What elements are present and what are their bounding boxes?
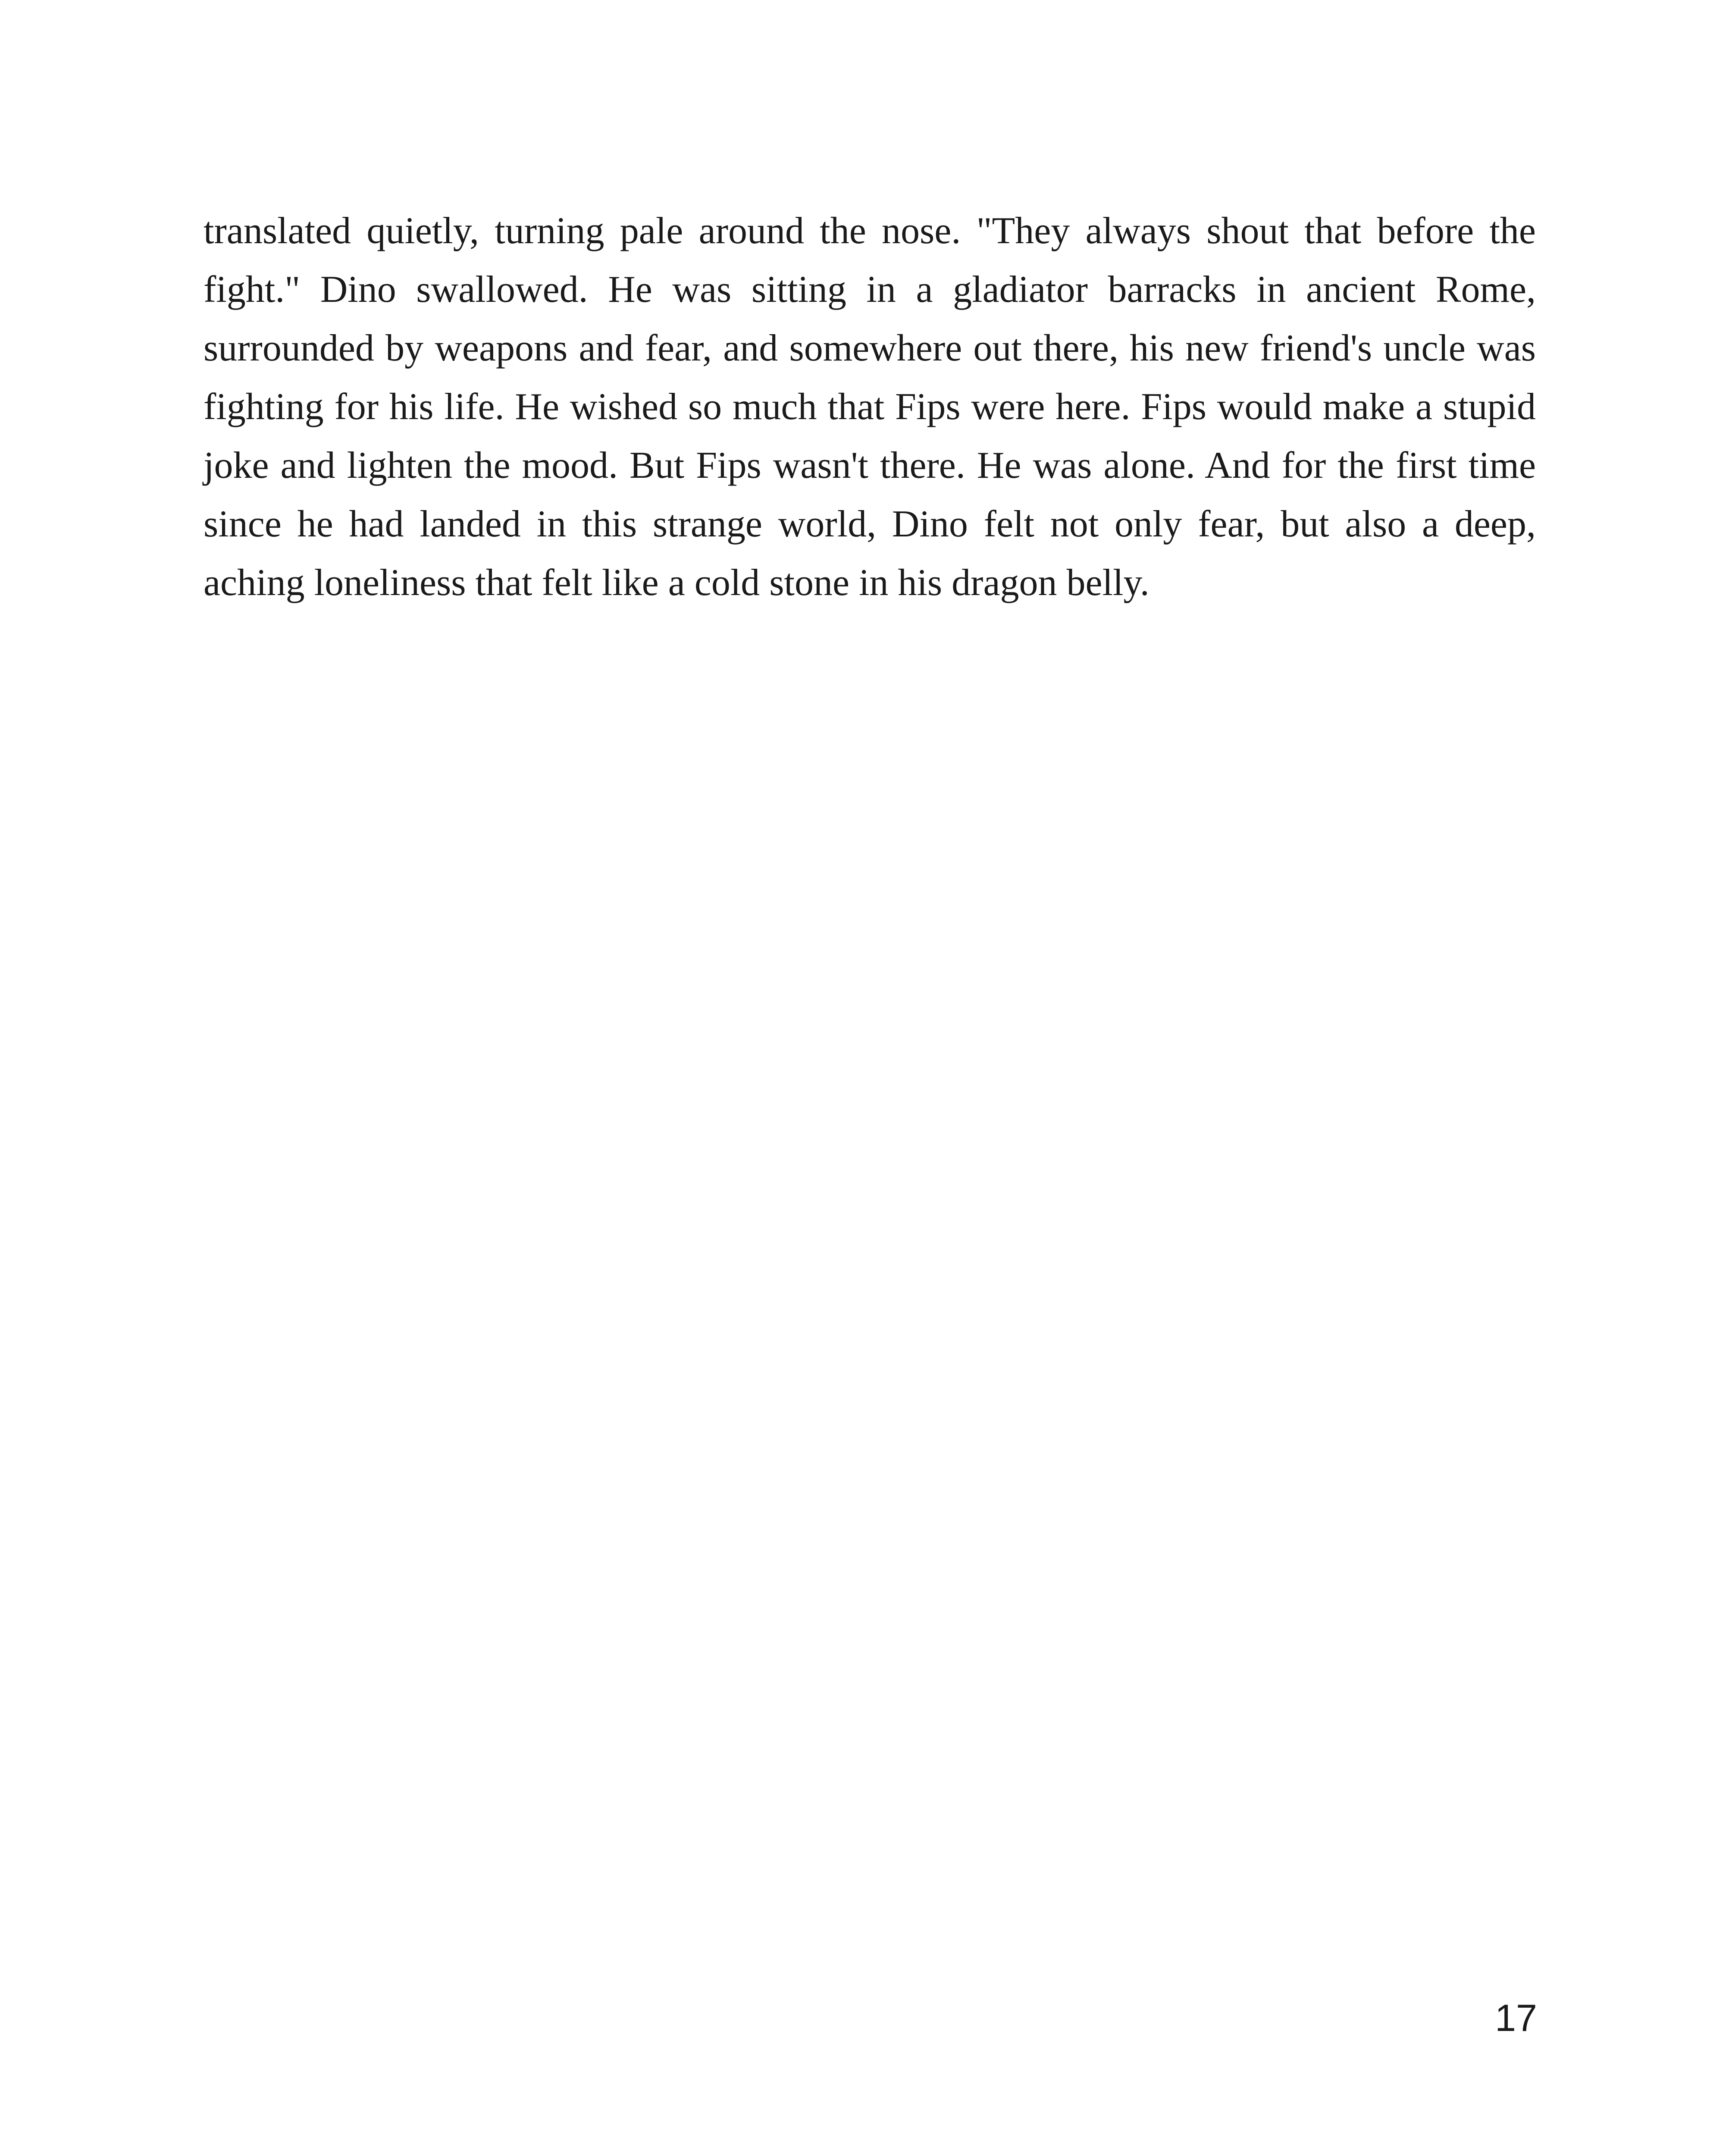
page-number: 17 [1495,1996,1537,2039]
body-paragraph: translated quietly, turning pale around the nose. "They always shout that before the fight." Dino swallowed. He was sitting in a gladiator barracks in ancient Rome, surrounded by weapons and fear, and somewhere out there, his new friend's uncle was fighting for his life. He wished so much that Fips were here. Fips would make a stupid joke and lighten the mood. But Fips wasn't there. He was alone. And for the first time since he had landed in this strange world, Dino felt not only fear, but also a deep, aching loneliness that felt like a cold stone in his dragon belly. [204,210,1536,604]
